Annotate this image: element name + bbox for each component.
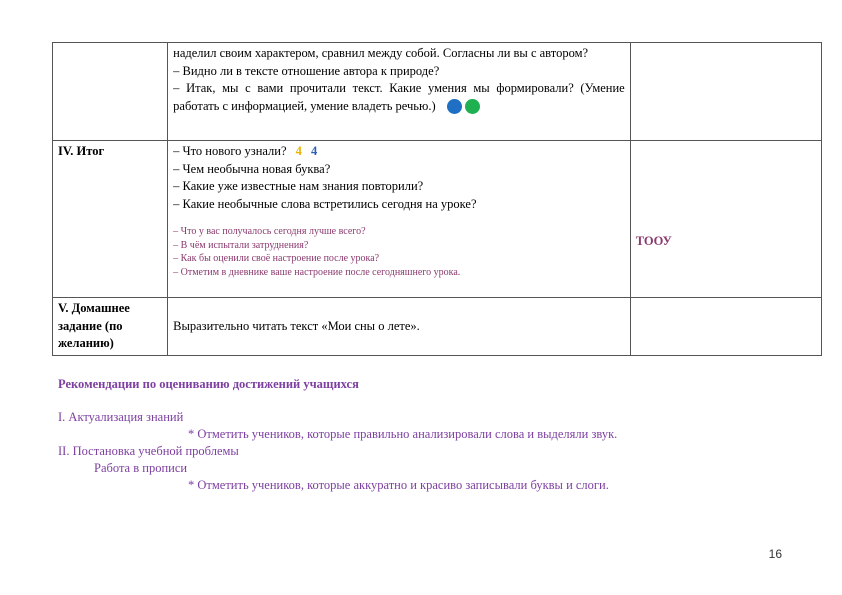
table-row (53, 298, 822, 356)
recommendations-title: Рекомендации по оцениванию достижений учащихся (58, 377, 359, 391)
notes-cell (630, 43, 821, 141)
blue-circle-icon (447, 99, 462, 114)
stage-cell: IV. Итог (53, 141, 168, 298)
rec-item: I. Актуализация знаний (58, 410, 184, 424)
page-number: 16 (768, 547, 782, 561)
toou-note: ТООУ (635, 234, 672, 248)
recommendations (58, 376, 818, 494)
question-line: – Какие необычные слова встретились сегодня на уроке? (173, 196, 477, 211)
table-row (53, 141, 822, 298)
question-text: – Что нового узнали? (173, 144, 287, 158)
blue-number: 4 (311, 144, 318, 158)
content-line: наделил своим характером, сравнил между собой. Согласны ли вы с автором? (173, 46, 589, 60)
question-line (173, 143, 625, 161)
content-line (173, 80, 625, 115)
content-cell (168, 298, 631, 356)
reflection-line: – Как бы оценили своё настроение после урока? (173, 253, 380, 264)
question-line: – Какие уже известные нам знания повторили? (173, 179, 424, 193)
reflection-line: – В чём испытали затруднения? (173, 239, 309, 251)
yellow-number: 4 (295, 144, 302, 158)
reflection-line: – Что у вас получалось сегодня лучше всего? (173, 226, 366, 237)
content-line: – Видно ли в тексте отношение автора к природе? (173, 63, 440, 78)
table-row (53, 43, 822, 141)
content-cell (168, 43, 631, 141)
notes-cell (630, 298, 821, 356)
rec-item: II. Постановка учебной проблемы (58, 444, 239, 458)
rec-note: * Отметить учеников, которые аккуратно и красиво записывали буквы и слоги. (188, 478, 609, 492)
question-line: – Чем необычна новая буква? (173, 161, 331, 176)
stage-cell: V. Домашнее задание (по желанию) (53, 298, 168, 356)
content-cell (168, 141, 631, 298)
lesson-plan-table (52, 42, 822, 356)
rec-note: * Отметить учеников, которые правильно анализировали слова и выделяли звук. (188, 427, 618, 441)
content-text: – Итак, мы с вами прочитали текст. Какие умения мы формировали? (Умение работать с информацией, умение владеть речью.) (173, 81, 625, 113)
reflection-line: – Отметим в дневнике ваше настроение после сегодняшнего урока. (173, 266, 461, 278)
stage-cell (53, 43, 168, 141)
notes-cell (630, 141, 821, 298)
homework-text: Выразительно читать текст «Мои сны о лете». (173, 318, 420, 333)
rec-subitem: Работа в прописи (94, 461, 188, 475)
green-circle-icon (465, 99, 480, 114)
